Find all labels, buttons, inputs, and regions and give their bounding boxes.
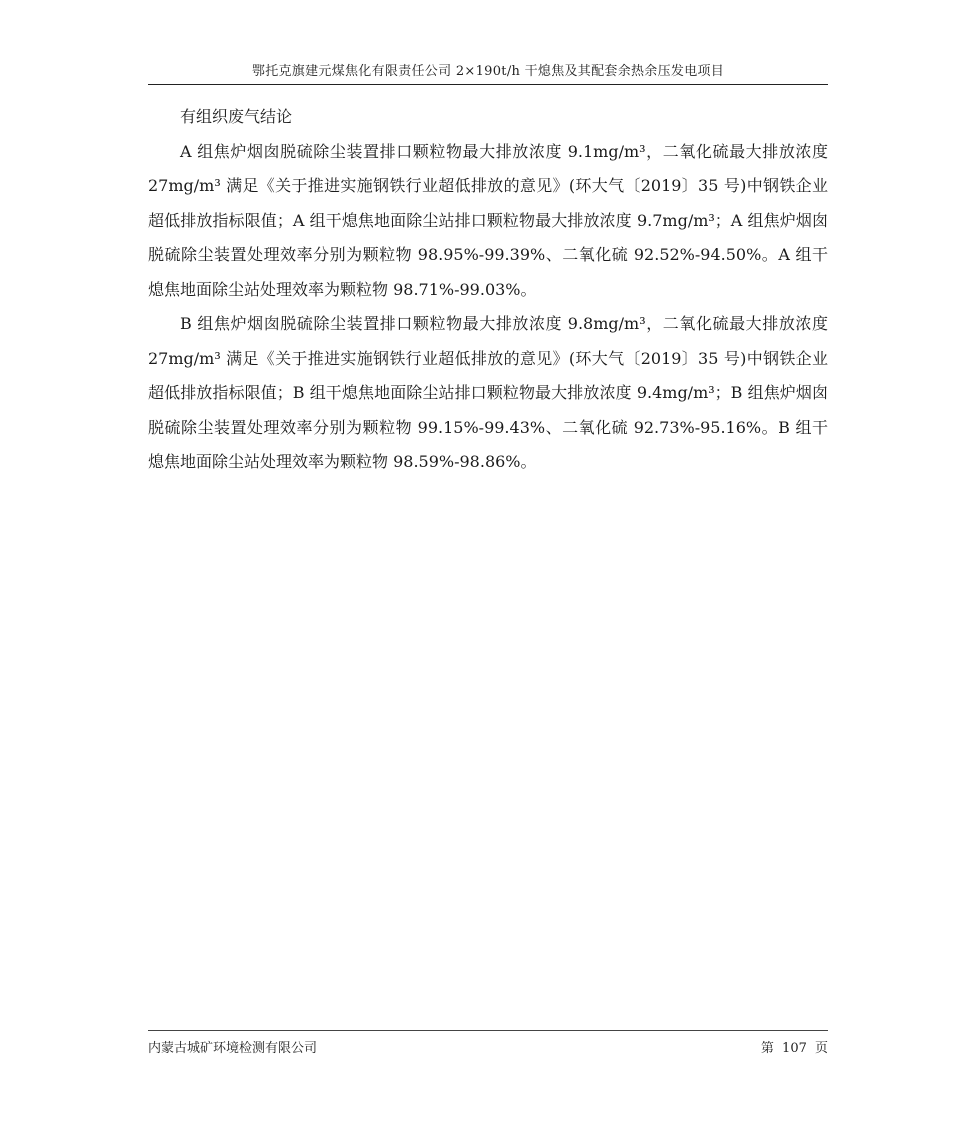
page-header: 鄂托克旗建元煤焦化有限责任公司 2×190t/h 干熄焦及其配套余热余压发电项目 [251, 64, 725, 79]
section-title: 有组织废气结论 [180, 107, 293, 126]
document-body [148, 100, 828, 480]
header-divider [148, 84, 828, 85]
paragraph-group-b: B 组焦炉烟囱脱硫除尘装置排口颗粒物最大排放浓度 9.8mg/m³，二氧化硫最大排放浓度 27mg/m³ 满足《关于推进实施钢铁行业超低排放的意见》(环大气〔2019〕35 号)中钢铁企业超低排放指标限值；B 组干熄焦地面除尘站排口颗粒物最大排放浓度 9.4mg/m³；B 组焦炉烟囱脱硫除尘装置处理效率分别为颗粒物 99.15%-99.43%、二氧化硫 92.73%-95.16%。B 组干熄焦地面除尘站处理效率为颗粒物 98.59%-98.86%。 [148, 314, 828, 471]
page-number: 第 107 页 [760, 1041, 828, 1056]
paragraph-group-a: A 组焦炉烟囱脱硫除尘装置排口颗粒物最大排放浓度 9.1mg/m³，二氧化硫最大排放浓度 27mg/m³ 满足《关于推进实施钢铁行业超低排放的意见》(环大气〔2019〕35 号)中钢铁企业超低排放指标限值；A 组干熄焦地面除尘站排口颗粒物最大排放浓度 9.7mg/m³；A 组焦炉烟囱脱硫除尘装置处理效率分别为颗粒物 98.95%-99.39%、二氧化硫 92.52%-94.50%。A 组干熄焦地面除尘站处理效率为颗粒物 98.71%-99.03%。 [148, 141, 828, 299]
footer-company: 内蒙古城矿环境检测有限公司 [148, 1041, 318, 1056]
footer-divider [148, 1030, 828, 1031]
